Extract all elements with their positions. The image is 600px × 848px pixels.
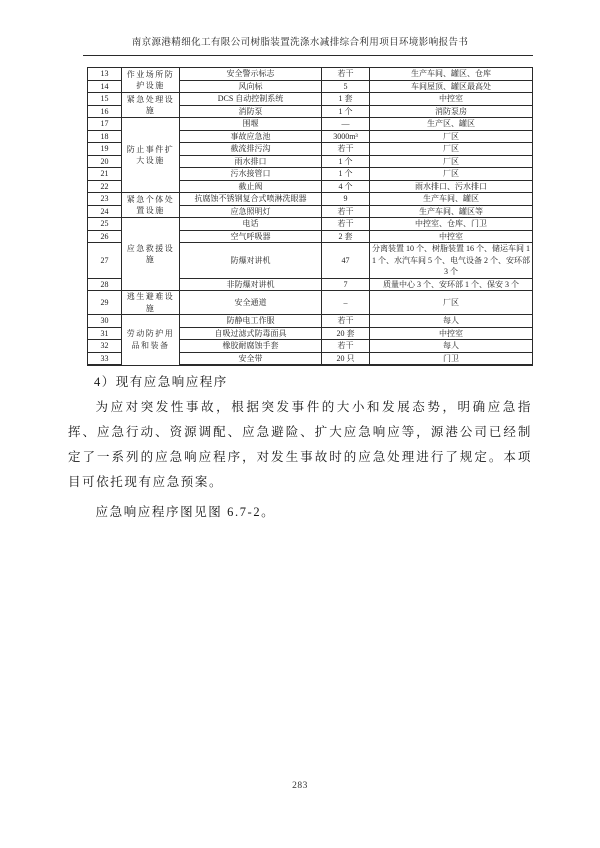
quantity-cell: 2 套 [322, 230, 370, 243]
row-number-cell: 28 [88, 278, 122, 291]
paragraph-figure-reference: 应急响应程序图见图 6.7-2。 [95, 505, 276, 519]
header-rule [83, 55, 533, 56]
quantity-cell: 若干 [322, 68, 370, 81]
header-title: 南京源港精细化工有限公司树脂装置洗涤水减排综合利用项目环境影响报告书 [131, 38, 469, 48]
table-row [88, 193, 533, 206]
quantity-cell: 9 [322, 193, 370, 206]
row-number-cell: 19 [88, 143, 122, 156]
quantity-cell: 若干 [322, 205, 370, 218]
page-header [68, 36, 532, 56]
quantity-cell: 20 只 [322, 352, 370, 365]
quantity-cell: 若干 [322, 315, 370, 328]
item-name-cell: 安全通道 [180, 291, 322, 315]
row-number-cell: 16 [88, 105, 122, 118]
location-cell: 厂区 [370, 130, 533, 143]
table-row [88, 118, 533, 131]
quantity-cell: 5 [322, 80, 370, 93]
item-name-cell: 截止阀 [180, 180, 322, 193]
quantity-cell: 7 [322, 278, 370, 291]
item-name-cell: 自吸过滤式防毒面具 [180, 327, 322, 340]
item-name-cell: 风向标 [180, 80, 322, 93]
item-name-cell: 污水接管口 [180, 168, 322, 181]
page-number: 283 [292, 781, 308, 791]
row-number-cell: 27 [88, 243, 122, 279]
quantity-cell: – [322, 291, 370, 315]
table-row [88, 291, 533, 315]
item-name-cell: 截流排污沟 [180, 143, 322, 156]
category-cell: 应急救援设施 [122, 218, 180, 291]
location-cell: 分离装置 10 个、树脂装置 16 个、储运车间 11 个、水汽车间 5 个、电气设备 2 个、安环部 3 个 [370, 243, 533, 279]
row-number-cell: 15 [88, 93, 122, 106]
item-name-cell: 电话 [180, 218, 322, 231]
location-cell: 生产区、罐区 [370, 118, 533, 131]
location-cell: 生产车间、罐区 [370, 193, 533, 206]
quantity-cell: 4 个 [322, 180, 370, 193]
item-name-cell: 抗腐蚀不锈钢复合式喷淋洗眼器 [180, 193, 322, 206]
category-cell: 劳动防护用品和装备 [122, 315, 180, 366]
row-number-cell: 31 [88, 327, 122, 340]
page-footer [0, 775, 600, 793]
location-cell: 中控室 [370, 327, 533, 340]
location-cell: 雨水排口、污水排口 [370, 180, 533, 193]
row-number-cell: 33 [88, 352, 122, 365]
location-cell: 消防泵房 [370, 105, 533, 118]
quantity-cell: 若干 [322, 340, 370, 353]
quantity-cell: 47 [322, 243, 370, 279]
paragraph-emergency-response: 为应对突发性事故，根据突发事件的大小和发展态势，明确应急指挥、应急行动、资源调配、应急避险、扩大应急响应等，源港公司已经制定了一系列的应急响应程序，对发生事故时的应急处理进行了规定。本项目可依托现有应急预案。 [68, 400, 532, 489]
table-row [88, 68, 533, 81]
location-cell: 每人 [370, 340, 533, 353]
item-name-cell: 安全带 [180, 352, 322, 365]
location-cell: 门卫 [370, 352, 533, 365]
section-heading: 4）现有应急响应程序 [94, 375, 228, 389]
location-cell: 质量中心 3 个、安环部 1 个、保安 3 个 [370, 278, 533, 291]
quantity-cell: 1 个 [322, 155, 370, 168]
location-cell: 厂区 [370, 143, 533, 156]
row-number-cell: 20 [88, 155, 122, 168]
item-name-cell: DCS 自动控制系统 [180, 93, 322, 106]
row-number-cell: 26 [88, 230, 122, 243]
table-row [88, 315, 533, 328]
location-cell: 中控室、仓库、门卫 [370, 218, 533, 231]
row-number-cell: 13 [88, 68, 122, 81]
item-name-cell: 防爆对讲机 [180, 243, 322, 279]
item-name-cell: 橡胶耐腐蚀手套 [180, 340, 322, 353]
quantity-cell: 若干 [322, 143, 370, 156]
emergency-equipment-table [87, 67, 533, 366]
row-number-cell: 17 [88, 118, 122, 131]
location-cell: 厂区 [370, 291, 533, 315]
location-cell: 每人 [370, 315, 533, 328]
row-number-cell: 25 [88, 218, 122, 231]
row-number-cell: 24 [88, 205, 122, 218]
row-number-cell: 21 [88, 168, 122, 181]
item-name-cell: 防静电工作服 [180, 315, 322, 328]
row-number-cell: 14 [88, 80, 122, 93]
row-number-cell: 22 [88, 180, 122, 193]
equipment-table-body [88, 68, 533, 366]
item-name-cell: 围堰 [180, 118, 322, 131]
location-cell: 厂区 [370, 155, 533, 168]
quantity-cell: 1 个 [322, 105, 370, 118]
category-cell: 紧急处理设施 [122, 93, 180, 118]
body-section [68, 372, 532, 525]
location-cell: 中控室 [370, 93, 533, 106]
table-row [88, 218, 533, 231]
location-cell: 生产车间、罐区等 [370, 205, 533, 218]
category-cell: 作业场所防护设施 [122, 68, 180, 93]
quantity-cell: — [322, 118, 370, 131]
row-number-cell: 29 [88, 291, 122, 315]
location-cell: 中控室 [370, 230, 533, 243]
row-number-cell: 32 [88, 340, 122, 353]
row-number-cell: 30 [88, 315, 122, 328]
item-name-cell: 空气呼吸器 [180, 230, 322, 243]
item-name-cell: 事故应急池 [180, 130, 322, 143]
location-cell: 厂区 [370, 168, 533, 181]
category-cell: 防止事件扩大设施 [122, 118, 180, 193]
item-name-cell: 雨水排口 [180, 155, 322, 168]
row-number-cell: 23 [88, 193, 122, 206]
table-row [88, 93, 533, 106]
item-name-cell: 消防泵 [180, 105, 322, 118]
location-cell: 生产车间、罐区、仓库 [370, 68, 533, 81]
category-cell: 紧急个体处置设施 [122, 193, 180, 218]
quantity-cell: 3000m³ [322, 130, 370, 143]
quantity-cell: 1 个 [322, 168, 370, 181]
item-name-cell: 非防爆对讲机 [180, 278, 322, 291]
quantity-cell: 20 套 [322, 327, 370, 340]
location-cell: 车间屋顶、罐区最高处 [370, 80, 533, 93]
quantity-cell: 1 套 [322, 93, 370, 106]
quantity-cell: 若干 [322, 218, 370, 231]
item-name-cell: 安全警示标志 [180, 68, 322, 81]
row-number-cell: 18 [88, 130, 122, 143]
item-name-cell: 应急照明灯 [180, 205, 322, 218]
category-cell: 逃生避难设施 [122, 291, 180, 315]
